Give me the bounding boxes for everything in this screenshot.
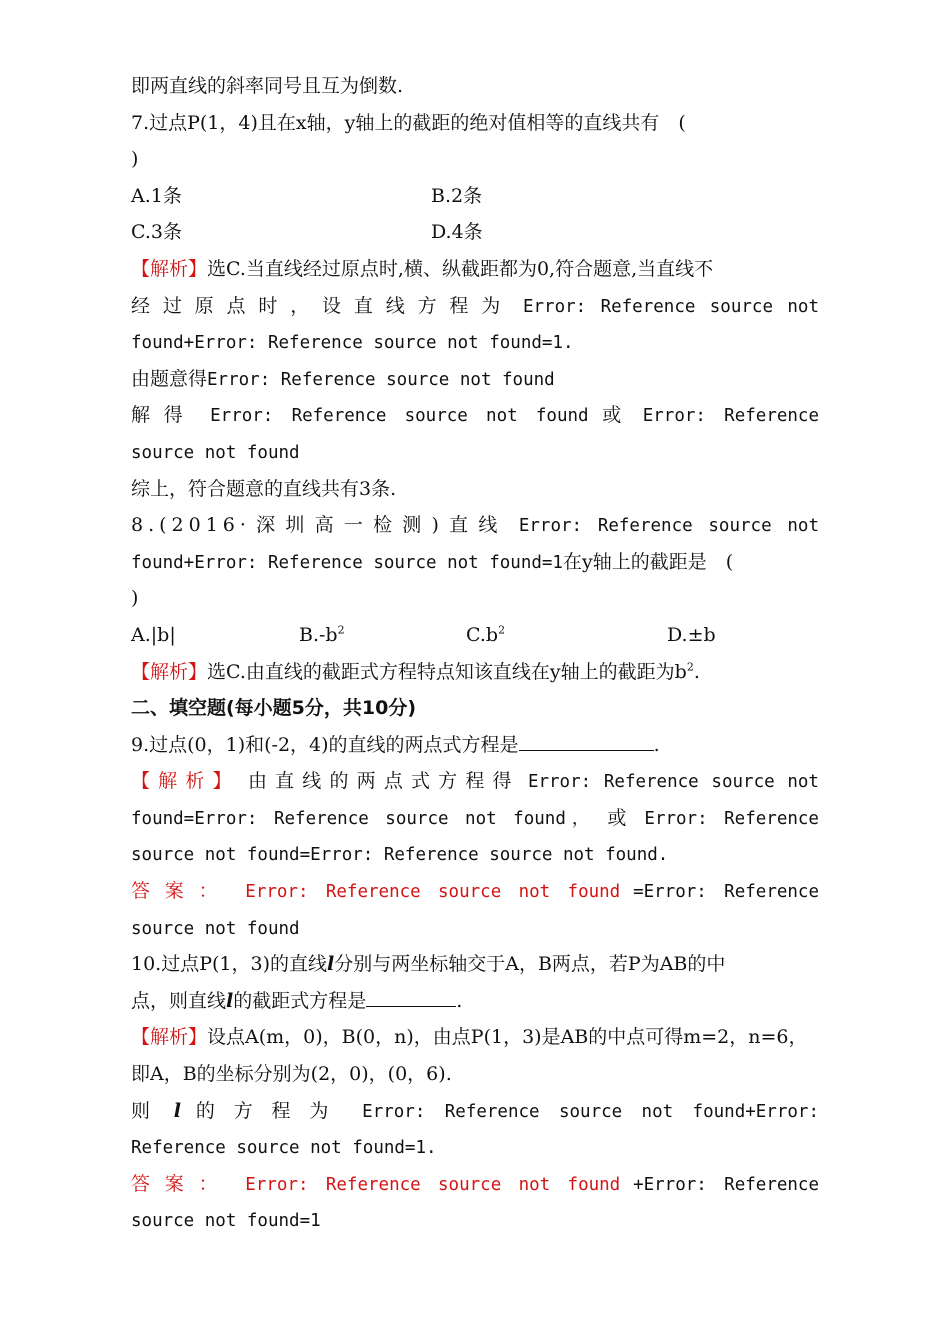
answer-line: source not found=1 (131, 1211, 321, 1232)
option-a: A.1条 (131, 184, 182, 207)
answer-line: 答案： Error: Reference source not found =Error: Reference (131, 880, 819, 903)
solution-label: 【解析】 (131, 257, 208, 280)
text-line: 即两直线的斜率同号且互为倒数. (131, 75, 404, 97)
option-c: C.3条 (131, 221, 182, 244)
solution-line: 即A，B的坐标分别为(2，0)，(0，6). (131, 1063, 452, 1086)
solution-line: found+Error: Reference source not found=1. (131, 333, 574, 354)
question-9: 9.过点(0，1)和(-2，4)的直线的两点式方程是 . (131, 727, 819, 764)
option-d: D.4条 (431, 221, 483, 244)
document-page (131, 68, 819, 1239)
option-c: $C.b^2$ (466, 623, 506, 646)
solution-line: 综上，符合题意的直线共有3条. (131, 477, 397, 500)
solution-line: 由题意得Error: Reference source not found (131, 367, 555, 390)
answer-line: 答案： Error: Reference source not found +Error: Reference (131, 1172, 819, 1195)
options-row (131, 617, 819, 654)
solution-label: 【解析】 (131, 770, 240, 793)
options-row (131, 214, 819, 251)
solution-line: 【解析】选C.当直线经过原点时,横、纵截距都为0,符合题意,当直线不 (131, 257, 714, 280)
solution-line: source not found=Error: Reference source not found. (131, 845, 669, 866)
question-8-line: found+Error: Reference source not found=1在y轴上的截距是 ( (131, 550, 734, 573)
solution-line: 经过原点时，设直线方程为 Error: Reference source not (131, 294, 819, 317)
option-b: $B.-b^2$ (299, 623, 345, 646)
solution-line: source not found (131, 442, 300, 463)
section-heading: 二、填空题(每小题5分，共10分) (131, 697, 417, 720)
solution-line: found=Error: Reference source not found， 或 Error: Reference (131, 806, 819, 829)
solution-line: 【解析】 由直线的两点式方程得 Error: Reference source not (131, 770, 819, 793)
answer-label: 答案： (131, 880, 233, 903)
text-line: ) (131, 587, 139, 610)
question-7: 7.过点P(1，4)且在x轴，y轴上的截距的绝对值相等的直线共有 ( (131, 111, 686, 134)
solution-line: 【解析】设点A(m，0)，B(0，n)，由点P(1，3)是AB的中点可得m=2，n=6， (131, 1026, 808, 1049)
option-a: A.|b| (131, 623, 176, 646)
solution-line: 解得 Error: Reference source not found 或 Error: Reference (131, 404, 819, 427)
question-8: 8.(2016·深圳高一检测)直线 Error: Reference source not (131, 514, 819, 537)
solution-line: 【解析】选C.由直线的截距式方程特点知该直线在y轴上的截距为$b^2$. (131, 660, 700, 683)
text-line: ) (131, 148, 139, 171)
option-b: B.2条 (431, 184, 483, 207)
answer-blank (519, 728, 654, 751)
solution-label: 【解析】 (131, 660, 208, 683)
solution-line: 则 l 的方程为 Error: Reference source not found+Error: (131, 1099, 819, 1122)
answer-line: source not found (131, 918, 300, 939)
question-10-line: 点，则直线l的截距式方程是 . (131, 983, 819, 1020)
option-d: D.±b (667, 623, 716, 646)
question-10: 10.过点P(1，3)的直线l分别与两坐标轴交于A，B两点，若P为AB的中 (131, 953, 726, 976)
solution-label: 【解析】 (131, 1026, 208, 1049)
answer-blank (366, 984, 456, 1007)
solution-line: Reference source not found=1. (131, 1138, 437, 1159)
answer-label: 答案： (131, 1172, 233, 1195)
options-row (131, 178, 819, 215)
